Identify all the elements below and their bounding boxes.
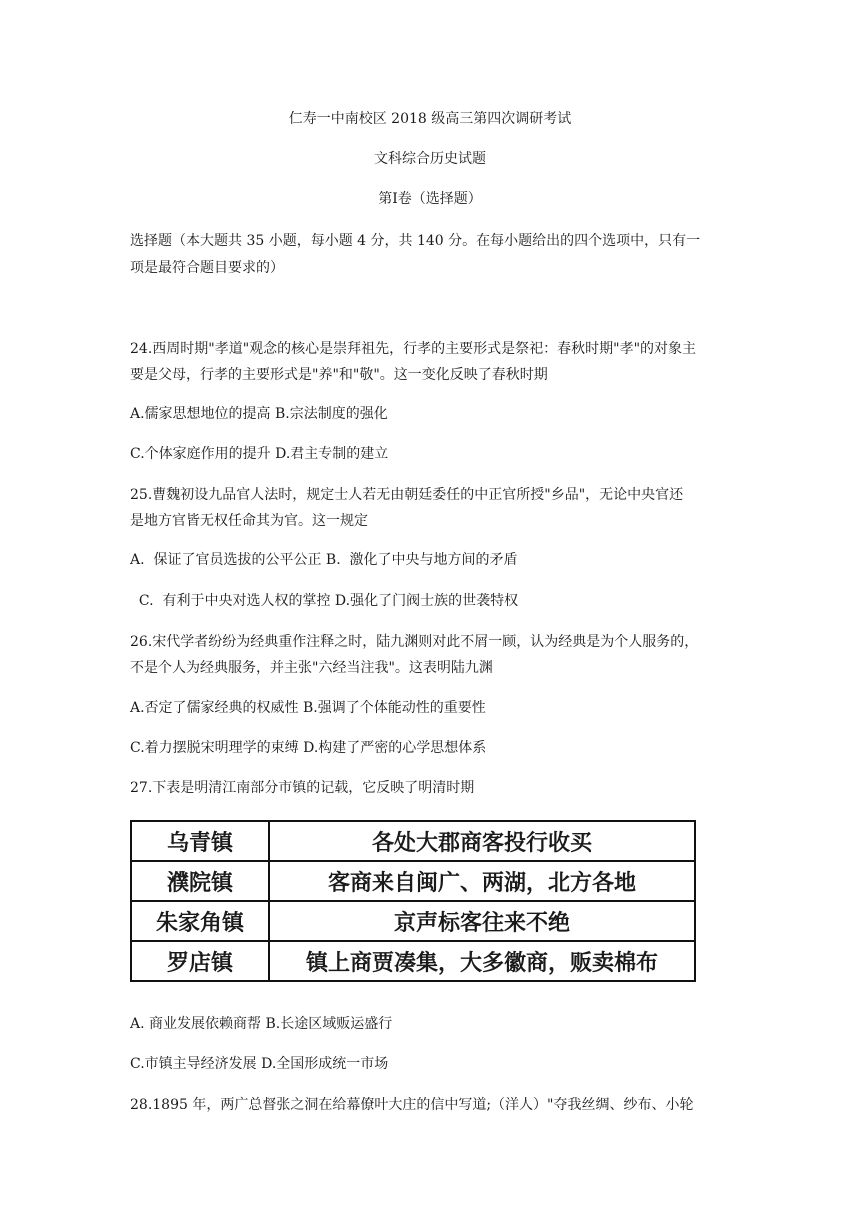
table-row (131, 941, 695, 981)
instructions-line-2: 项是最符合题目要求的） (130, 260, 284, 276)
question-27-stem: 27.下表是明清江南部分市镇的记载，它反映了明清时期 (130, 780, 475, 796)
question-26-stem-2: 不是个人为经典服务，并主张"六经当注我"。这表明陆九渊 (130, 660, 493, 676)
table-cell-town: 罗店镇 (131, 941, 269, 981)
question-26-options-cd: C.着力摆脱宋明理学的束缚 D.构建了严密的心学思想体系 (130, 740, 487, 756)
question-25-stem-2: 是地方官皆无权任命其为官。这一规定 (130, 513, 368, 529)
table-cell-town: 朱家角镇 (131, 901, 269, 941)
table-cell-record: 各处大郡商客投行收买 (269, 821, 695, 861)
exam-subtitle: 文科综合历史试题 (374, 151, 486, 167)
question-27-options-cd: C.市镇主导经济发展 D.全国形成统一市场 (130, 1056, 389, 1072)
instructions-line-1: 选择题（本大题共 35 小题，每小题 4 分，共 140 分。在每小题给出的四个选项中，只有一 (130, 233, 701, 249)
question-24-stem-2: 要是父母，行孝的主要形式是"养"和"敬"。这一变化反映了春秋时期 (130, 367, 548, 383)
table-cell-record: 客商来自闽广、两湖，北方各地 (269, 861, 695, 901)
question-25-stem-1: 25.曹魏初设九品官人法时，规定士人若无由朝廷委任的中正官所授"乡品"，无论中央官还 (130, 487, 684, 503)
table-cell-record: 镇上商贾凑集，大多徽商，贩卖棉布 (269, 941, 695, 981)
question-28-stem-1: 28.1895 年，两广总督张之洞在给幕僚叶大庄的信中写道;（洋人）"夺我丝绸、纱布、小轮 (130, 1097, 694, 1113)
question-26-stem-1: 26.宋代学者纷纷为经典重作注释之时，陆九渊则对此不屑一顾，认为经典是为个人服务的， (130, 634, 699, 650)
question-24-options-cd: C.个体家庭作用的提升 D.君主专制的建立 (130, 446, 389, 462)
question-27-options-ab: A. 商业发展依赖商帮 B.长途区域贩运盛行 (130, 1016, 393, 1032)
question-24-stem-1: 24.西周时期"孝道"观念的核心是崇拜祖先，行孝的主要形式是祭祀：春秋时期"孝"的对象主 (130, 341, 697, 357)
question-25-options-ab: A. 保证了官员选拔的公平公正 B. 激化了中央与地方间的矛盾 (130, 552, 518, 568)
table-cell-record: 京声标客往来不绝 (269, 901, 695, 941)
table-row (131, 821, 695, 861)
question-26-options-ab: A.否定了儒家经典的权威性 B.强调了个体能动性的重要性 (130, 700, 486, 716)
question-25-options-cd: C. 有利于中央对选人权的掌控 D.强化了门阀士族的世袭特权 (130, 593, 519, 609)
market-towns-table (130, 820, 696, 982)
table-cell-town: 乌青镇 (131, 821, 269, 861)
table-row (131, 861, 695, 901)
table-row (131, 901, 695, 941)
exam-title: 仁寿一中南校区 2018 级高三第四次调研考试 (288, 111, 572, 127)
table-cell-town: 濮院镇 (131, 861, 269, 901)
question-24-options-ab: A.儒家思想地位的提高 B.宗法制度的强化 (130, 406, 388, 422)
part-heading: 第Ⅰ卷（选择题） (378, 191, 482, 207)
